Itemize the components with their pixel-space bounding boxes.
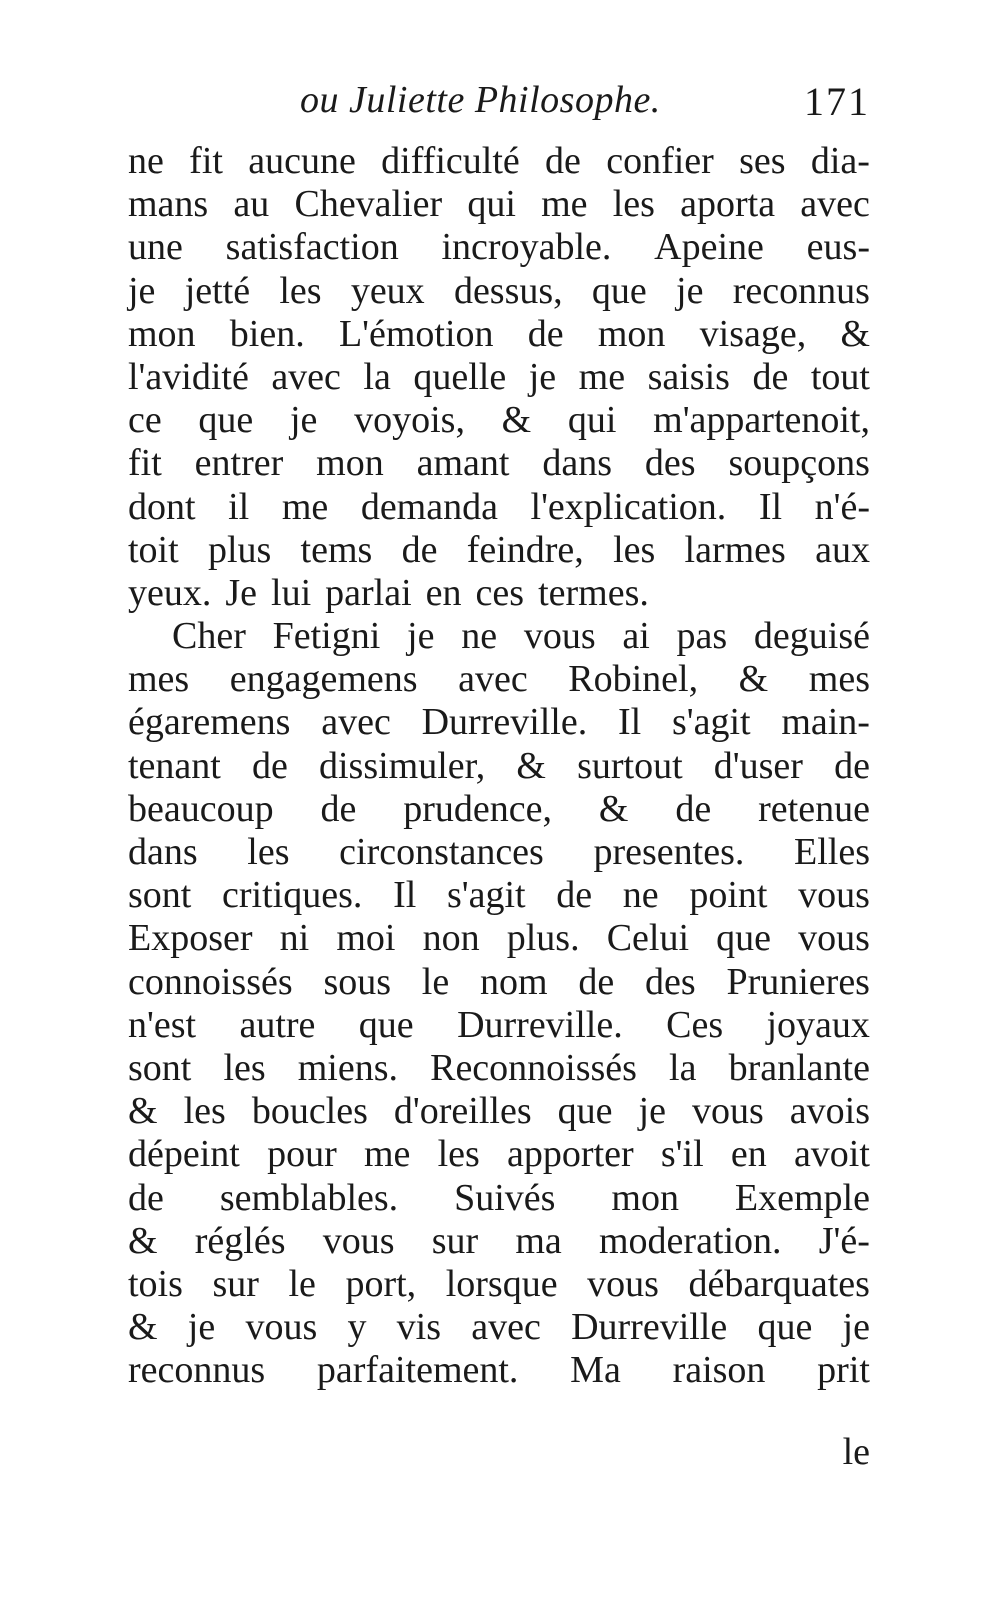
text-word: prit (817, 1349, 870, 1392)
text-word: circonstances (339, 831, 544, 873)
text-word: d'user (713, 744, 803, 787)
text-word: dissimuler, (318, 744, 486, 787)
text-word: y (347, 1306, 367, 1349)
text-word: Je (225, 571, 258, 614)
text-word: les (612, 183, 655, 226)
text-word: ses (739, 140, 786, 182)
text-word: retenue (758, 787, 870, 830)
text-word: les (437, 1133, 480, 1176)
text-word: je (638, 1090, 666, 1133)
text-word: critiques. (222, 874, 363, 917)
text-word: je (842, 1306, 870, 1349)
text-word: Exemple (734, 1176, 870, 1219)
text-line (128, 961, 870, 1004)
text-word: vous (245, 1306, 318, 1349)
text-word: beaucoup (128, 787, 274, 830)
text-word: saisis (647, 355, 730, 398)
text-word: sont (128, 1046, 192, 1089)
text-word: en (730, 1133, 767, 1176)
text-word: dessus, (453, 269, 563, 312)
text-word: soupçons (728, 442, 870, 485)
text-word: Reconnoissés (430, 1046, 637, 1089)
text-word: mes (128, 658, 190, 701)
text-word: surtout (577, 744, 683, 787)
text-word: toit (128, 528, 179, 571)
text-word: Celui (606, 917, 690, 960)
text-line (128, 356, 870, 399)
text-word: confier (606, 140, 714, 182)
text-word: d'oreilles (393, 1090, 532, 1133)
text-word: s'agit (671, 701, 751, 744)
text-word: sous (323, 960, 392, 1003)
text-word: nom (480, 960, 548, 1003)
text-word: presentes. (593, 831, 745, 873)
text-word: Durreville. (421, 701, 588, 744)
text-word: une (128, 226, 183, 269)
text-word: sont (128, 874, 192, 917)
text-word: la (363, 355, 391, 398)
text-word: les (223, 1046, 266, 1089)
text-word: des (645, 960, 696, 1003)
text-line (128, 745, 870, 788)
text-word: autre (239, 1003, 316, 1046)
text-word: je (407, 615, 435, 658)
text-word: ni (279, 917, 310, 960)
text-word: mans (128, 183, 209, 226)
text-word: & (598, 787, 629, 830)
text-word: de (251, 744, 288, 787)
text-word: je (676, 269, 704, 312)
text-word: feindre, (466, 528, 584, 571)
text-word: entrer (194, 442, 284, 485)
text-word: l'explication. (530, 485, 727, 528)
text-word: ne (128, 140, 164, 182)
text-word: mon (128, 312, 196, 355)
text-word: avec (471, 1306, 541, 1349)
text-word: Exposer (128, 917, 253, 960)
text-line (128, 1306, 870, 1349)
text-word: yeux (350, 269, 425, 312)
text-word: fit (189, 140, 223, 182)
text-line (128, 615, 870, 658)
text-word: prudence, (403, 787, 553, 830)
text-word: je (128, 269, 156, 312)
text-word: dont (128, 485, 196, 528)
text-word: qui (567, 399, 617, 442)
text-word: s'il (660, 1133, 704, 1176)
text-word: de (834, 744, 870, 787)
text-word: je (289, 399, 318, 442)
text-word: Il (758, 485, 783, 528)
text-word: que (757, 1306, 813, 1349)
text-line (128, 658, 870, 701)
text-word: dans (542, 442, 613, 485)
text-word: les (183, 1090, 226, 1133)
text-word: fit (128, 442, 162, 485)
text-word: avec (458, 658, 528, 701)
text-word: main- (781, 701, 870, 744)
text-word: que (591, 269, 647, 312)
text-word: Durreville. (457, 1003, 623, 1046)
text-word: les (613, 528, 656, 571)
text-word: me (281, 485, 329, 528)
text-word: sur (431, 1219, 479, 1262)
text-word: incroyable. (441, 226, 612, 269)
text-word: voyois, (354, 399, 465, 442)
text-word: de (320, 787, 357, 830)
text-word: Durreville (571, 1306, 728, 1349)
text-line (128, 1263, 870, 1306)
text-word: que (557, 1090, 613, 1133)
text-word: ai (622, 615, 650, 658)
text-word: Apeine (654, 226, 764, 269)
text-word: deguisé (753, 615, 870, 658)
text-word: & (840, 312, 870, 355)
text-word: & (128, 1219, 158, 1262)
text-word: difficulté (381, 140, 520, 182)
text-word: reconnus (732, 269, 870, 312)
text-word: non (422, 917, 480, 960)
text-word: de (578, 960, 615, 1003)
text-word: J'é- (818, 1219, 870, 1262)
text-word: lorsque (445, 1262, 558, 1305)
text-word: dia- (810, 140, 870, 182)
text-word: que (198, 399, 254, 442)
text-word: engagemens (229, 658, 418, 701)
text-word: n'est (128, 1003, 197, 1046)
text-word: apporter (507, 1133, 634, 1176)
text-word: le (288, 1262, 316, 1305)
text-line (128, 486, 870, 529)
text-line (128, 313, 870, 356)
text-line (128, 226, 870, 269)
text-word: de (752, 355, 789, 398)
text-word: boucles (251, 1090, 368, 1133)
text-word: ces (475, 571, 525, 614)
text-word: point (689, 874, 768, 917)
text-word: dans (128, 831, 198, 873)
text-word: que (716, 917, 772, 960)
text-word: de (401, 528, 438, 571)
text-word: yeux. (128, 571, 212, 614)
text-line (128, 399, 870, 442)
text-word: Fetigni (272, 615, 381, 658)
text-word: Ces (666, 1003, 724, 1046)
text-word: port, (345, 1262, 417, 1305)
text-word: des (644, 442, 696, 485)
text-word: mes (808, 658, 870, 701)
text-word: réglés (194, 1219, 286, 1262)
text-word: vous (798, 917, 870, 960)
text-word: Ma (570, 1349, 621, 1392)
text-line (128, 701, 870, 744)
text-word: Il (393, 874, 417, 917)
text-word: joyaux (766, 1003, 870, 1046)
text-word: & (128, 1090, 158, 1133)
text-word: tois (128, 1262, 183, 1305)
text-word: tout (810, 355, 870, 398)
text-word: & (128, 1306, 158, 1349)
body-text (128, 140, 870, 1392)
text-line (128, 831, 870, 874)
text-word: tems (300, 528, 373, 571)
text-word: quelle (413, 355, 507, 398)
text-word: Suivés (454, 1176, 556, 1219)
text-line (128, 529, 870, 572)
text-word: l'avidité (128, 355, 249, 398)
text-word: avec (321, 701, 391, 744)
text-word: de (556, 874, 593, 917)
text-word: sur (212, 1262, 259, 1305)
text-word: s'agit (446, 874, 526, 917)
text-word: moi (336, 917, 396, 960)
text-line (128, 1349, 870, 1392)
text-word: en (425, 571, 462, 614)
text-word: moderation. (599, 1219, 782, 1262)
text-word: connoissés (128, 960, 293, 1003)
text-word: Cher (172, 615, 246, 658)
text-word: je (187, 1306, 216, 1349)
text-word: Robinel, (568, 658, 699, 701)
text-word: vous (691, 1090, 764, 1133)
text-word: le (421, 960, 450, 1003)
text-line (128, 1004, 870, 1047)
text-word: jetté (184, 269, 251, 312)
text-word: raison (672, 1349, 766, 1392)
text-word: me (578, 355, 626, 398)
text-word: débarquates (688, 1262, 870, 1305)
text-word: bien. (229, 312, 305, 355)
text-word: parlai (325, 571, 412, 614)
text-word: semblables. (219, 1176, 399, 1219)
text-line (128, 1090, 870, 1133)
text-word: m'appartenoit, (653, 399, 870, 442)
text-word: avoit (793, 1133, 870, 1176)
text-word: reconnus (128, 1349, 266, 1392)
text-word: plus. (506, 917, 580, 960)
text-word: avec (271, 355, 341, 398)
text-word: miens. (297, 1046, 399, 1089)
text-line (128, 917, 870, 960)
text-word: termes. (538, 571, 649, 614)
text-word: visage, (699, 312, 807, 355)
text-line (128, 1133, 870, 1176)
text-word: satisfaction (225, 226, 399, 269)
text-word: Prunieres (726, 960, 870, 1003)
text-word: Il (617, 701, 642, 744)
text-line (128, 1047, 870, 1090)
text-word: mon (316, 442, 384, 485)
text-line (128, 874, 870, 917)
text-word: ma (515, 1219, 562, 1262)
text-word: de (675, 787, 712, 830)
text-word: aucune (248, 140, 356, 182)
text-word: ne (461, 615, 498, 658)
text-word: vous (523, 615, 596, 658)
text-word: la (669, 1046, 697, 1089)
text-word: avois (789, 1090, 870, 1133)
text-word: les (279, 269, 322, 312)
text-line (128, 1220, 870, 1263)
text-line (128, 788, 870, 831)
text-word: mon (597, 312, 666, 355)
text-word: vous (322, 1219, 395, 1262)
text-word: vous (587, 1262, 659, 1305)
text-word: au (233, 183, 270, 226)
text-word: Chevalier (294, 183, 443, 226)
text-word: de (545, 140, 581, 182)
text-word: vous (798, 874, 870, 917)
text-word: me (541, 183, 588, 226)
text-word: L'émotion (338, 312, 494, 355)
text-word: je (528, 355, 557, 398)
page-number: 171 (804, 79, 870, 124)
text-word: aporta (680, 183, 776, 226)
running-head (130, 78, 870, 128)
text-word: ne (622, 874, 659, 917)
text-word: branlante (728, 1046, 870, 1089)
text-line (128, 1177, 870, 1220)
text-word: pour (267, 1133, 337, 1176)
text-word: que (358, 1003, 414, 1046)
text-word: plus (207, 528, 272, 571)
text-word: & (516, 744, 546, 787)
text-word: parfaitement. (316, 1349, 519, 1392)
text-word: Elles (794, 831, 870, 873)
text-word: & (501, 399, 532, 442)
text-word: ce (128, 399, 162, 442)
text-line (128, 183, 870, 226)
text-word: larmes (684, 528, 786, 571)
text-word: égaremens (128, 701, 291, 744)
text-word: amant (416, 442, 510, 485)
text-word: pas (676, 615, 728, 658)
text-word: & (738, 658, 769, 701)
running-title: ou Juliette Philosophe. (300, 79, 661, 121)
text-line (128, 442, 870, 485)
text-word: tenant (128, 744, 221, 787)
text-line (128, 572, 870, 615)
text-word: il (228, 485, 250, 528)
text-word: me (363, 1133, 411, 1176)
text-line (128, 270, 870, 313)
text-word: qui (467, 183, 516, 226)
text-word: de (128, 1176, 164, 1219)
text-word: aux (815, 528, 870, 571)
text-word: avec (800, 183, 870, 226)
text-word: les (247, 831, 290, 873)
text-word: lui (271, 571, 312, 614)
text-word: dépeint (128, 1133, 240, 1176)
text-word: vis (396, 1306, 442, 1349)
text-word: demanda (360, 485, 498, 528)
text-word: mon (611, 1176, 679, 1219)
text-word: eus- (806, 226, 870, 269)
text-word: de (527, 312, 564, 355)
text-word: n'é- (814, 485, 870, 528)
catchword: le (842, 1431, 870, 1473)
text-line (128, 140, 870, 183)
